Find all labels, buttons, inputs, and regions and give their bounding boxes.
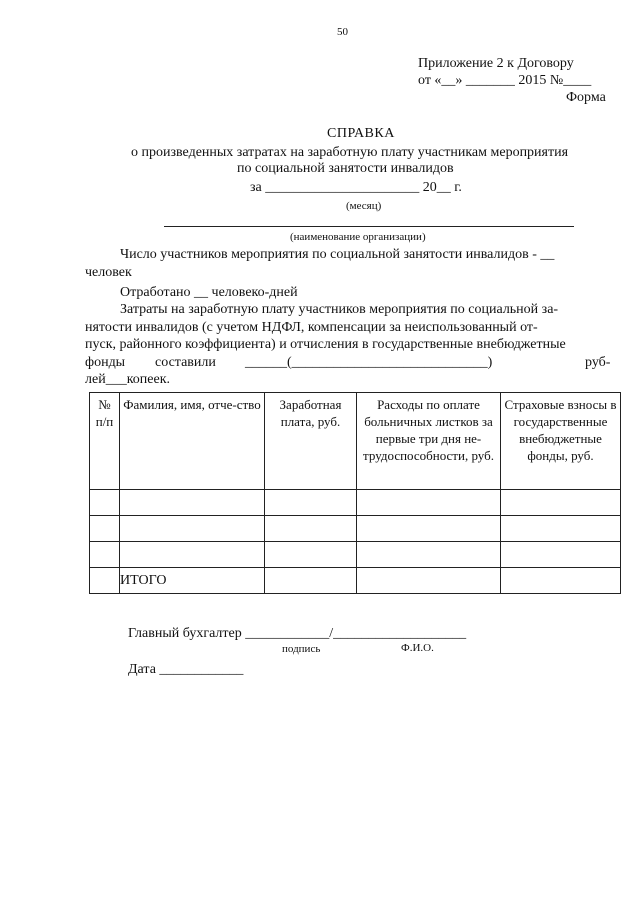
table-cell [120,490,265,516]
table-cell [357,542,501,568]
title-subline-1: о произведенных затратах на заработную плату участникам мероприятия [131,145,569,160]
title-subline-2: по социальной занятости инвалидов [237,161,454,176]
table-cell [501,542,621,568]
table-row [90,490,621,516]
costs-text-amounted: составили [155,355,216,370]
table-cell [120,542,265,568]
total-label: ИТОГО [120,568,265,594]
table-cell [357,516,501,542]
header-row-number: № п/п [90,393,120,490]
table-cell [90,568,120,594]
table-cell [265,542,357,568]
costs-text-line-2: нятости инвалидов (с учетом НДФЛ, компенсации за неиспользованный от- [85,320,538,335]
contract-date-number: от «__» _______ 2015 №____ [418,73,592,88]
table-cell [357,490,501,516]
table-cell [90,516,120,542]
table-header-row [90,393,621,490]
page-number: 50 [337,26,348,38]
table-total-row [90,568,621,594]
full-name-hint: Ф.И.О. [401,642,434,654]
costs-text-kopeks: лей___копеек. [85,372,171,387]
costs-text-line-1: Затраты на заработную плату участников мероприятия по социальной за- [120,302,559,317]
participants-count-unit: человек [85,265,132,280]
expenses-table [89,392,621,594]
header-full-name: Фамилия, имя, отче-ство [120,393,265,490]
worked-days-line: Отработано __ человеко-дней [120,285,298,300]
costs-amount-field: ______(____________________________) [245,355,493,370]
costs-text-fonds: фонды [85,355,126,370]
header-sick-leave: Расходы по оплате больничных листков за первые три дня не-трудоспособности, руб. [357,393,501,490]
header-insurance: Страховые взносы в государственные внебюджетные фонды, руб. [501,393,621,490]
costs-text-rub: руб- [585,355,611,370]
header-salary: Заработная плата, руб. [265,393,357,490]
date-line: Дата ____________ [128,662,244,677]
table-row [90,516,621,542]
month-hint: (месяц) [346,200,382,212]
table-cell [501,568,621,594]
document-title: СПРАВКА [327,126,395,141]
table-cell [501,490,621,516]
costs-text-line-3: пуск, районного коэффициента) и отчисления в государственные внебюджетные [85,337,566,352]
table-cell [501,516,621,542]
form-label: Форма [566,90,606,105]
table-cell [265,516,357,542]
table-cell [265,568,357,594]
period-line: за ______________________ 20__ г. [250,180,462,195]
signature-hint: подпись [282,643,321,655]
table-cell [120,516,265,542]
organization-hint: (наименование организации) [290,231,426,243]
chief-accountant-line: Главный бухгалтер ____________/___________________ [128,626,467,641]
organization-name-line [164,226,574,227]
appendix-title: Приложение 2 к Договору [418,56,574,71]
table-cell [90,542,120,568]
table-cell [357,568,501,594]
table-cell [265,490,357,516]
participants-count-line: Число участников мероприятия по социальной занятости инвалидов - __ [120,247,555,262]
table-row [90,542,621,568]
table-cell [90,490,120,516]
